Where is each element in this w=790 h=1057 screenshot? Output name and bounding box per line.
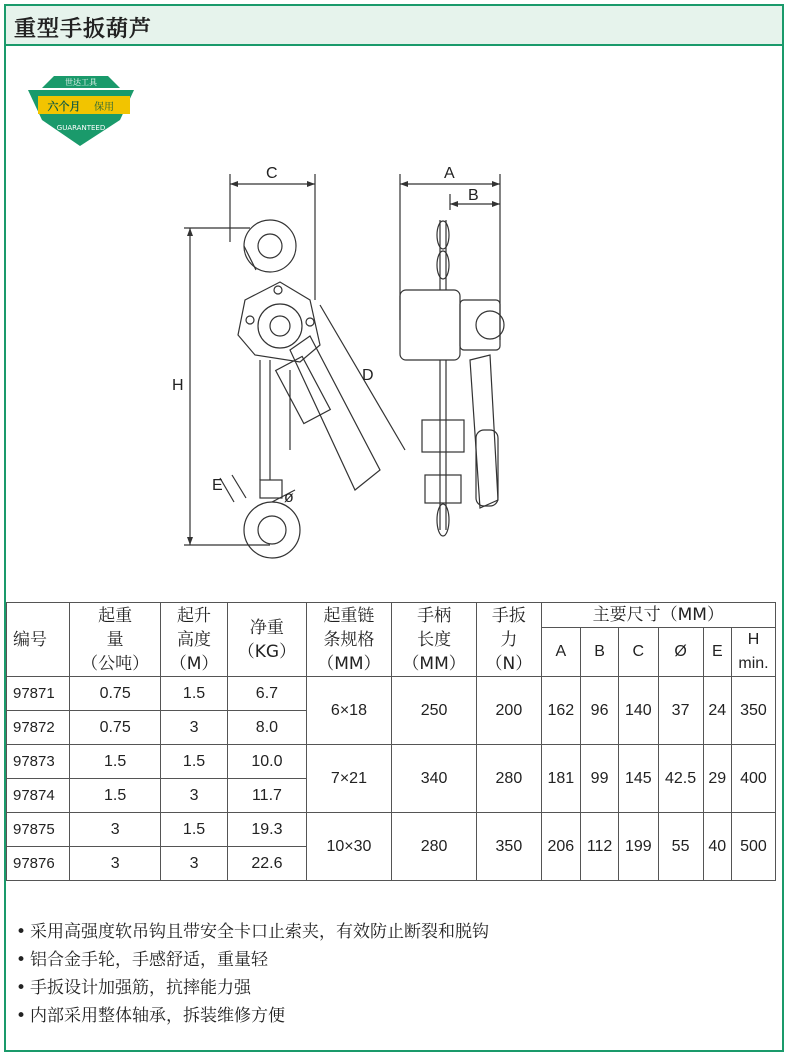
page-title: 重型手扳葫芦	[14, 17, 153, 42]
header-dim-phi: Ø	[658, 628, 703, 677]
badge-middle-text: 六个月	[47, 100, 81, 113]
dim-label-e: E	[212, 477, 223, 494]
table-row: 97876 3 3 22.6	[7, 847, 776, 881]
badge-middle-text2: 保用	[94, 102, 114, 113]
header-weight: 净重 （KG）	[227, 603, 306, 677]
guarantee-badge	[24, 70, 138, 150]
title-bar	[6, 6, 782, 46]
header-chain: 起重链 条规格 （MM）	[306, 603, 391, 677]
header-load: 起重 量 （公吨）	[70, 603, 161, 677]
dim-label-d: D	[362, 367, 374, 384]
dim-label-phi: ø	[284, 489, 294, 506]
dim-label-c: C	[266, 165, 278, 182]
table-row: 97874 1.5 3 11.7	[7, 779, 776, 813]
dim-label-h: H	[172, 377, 184, 394]
header-model: 编号	[7, 603, 70, 677]
header-force: 手扳 力 （N）	[477, 603, 541, 677]
list-item: • 采用高强度软吊钩且带安全卡口止索夹，有效防止断裂和脱钩	[16, 922, 489, 942]
header-lift: 起升 高度 （M）	[161, 603, 228, 677]
header-dim-e: E	[703, 628, 731, 677]
header-dim-b: B	[581, 628, 619, 677]
badge-top-text: 世达工具	[65, 78, 97, 87]
list-item: • 内部采用整体轴承，拆装维修方便	[16, 1006, 285, 1026]
header-dims: 主要尺寸（MM）	[541, 603, 775, 628]
list-item: • 铝合金手轮，手感舒适，重量轻	[16, 950, 268, 970]
feature-list	[16, 918, 756, 1030]
table-row: 97871 0.75 1.5 6.7 6×18 250 200 162 96 140 37 24 350	[7, 677, 776, 711]
table-row: 97875 3 1.5 19.3 10×30 280 350 206 112 199 55 40 500	[7, 813, 776, 847]
header-dim-h: H min.	[731, 628, 775, 677]
spec-table	[6, 602, 776, 881]
header-dim-c: C	[619, 628, 658, 677]
table-row: 97873 1.5 1.5 10.0 7×21 340 280 181 99 145 42.5 29 400	[7, 745, 776, 779]
header-handle: 手柄 长度 （MM）	[392, 603, 477, 677]
header-dim-a: A	[541, 628, 580, 677]
dim-label-b: B	[468, 187, 479, 204]
dim-label-a: A	[444, 165, 455, 182]
lever-hoist-drawing	[160, 150, 560, 570]
table-row: 97872 0.75 3 8.0	[7, 711, 776, 745]
badge-bottom-text: GUARANTEED	[56, 124, 106, 132]
list-item: • 手扳设计加强筋，抗摔能力强	[16, 978, 251, 998]
